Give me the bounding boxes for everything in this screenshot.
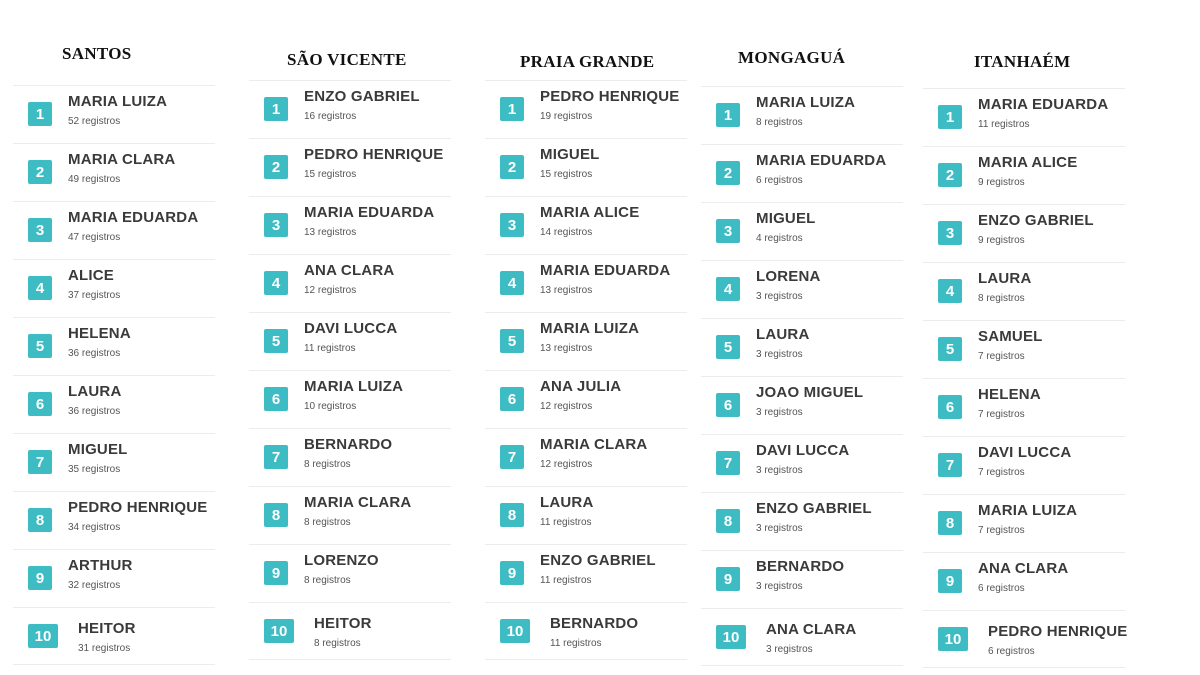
- list-item: [249, 602, 451, 660]
- item-count: 8 registros: [978, 293, 1025, 304]
- item-name: BERNARDO: [304, 436, 393, 453]
- item-name: HELENA: [68, 325, 131, 342]
- item-name: MARIA CLARA: [540, 436, 648, 453]
- item-count: 9 registros: [978, 177, 1025, 188]
- rank-badge: 2: [28, 160, 52, 184]
- item-count: 49 registros: [68, 174, 121, 185]
- item-count: 8 registros: [756, 117, 803, 128]
- rank-badge: 6: [264, 387, 288, 411]
- list-item: [923, 436, 1125, 494]
- item-count: 36 registros: [68, 348, 121, 359]
- list-item: [923, 204, 1125, 262]
- rank-badge: 10: [500, 619, 530, 643]
- item-count: 11 registros: [978, 119, 1030, 130]
- item-count: 37 registros: [68, 290, 121, 301]
- list-item: [485, 196, 687, 254]
- item-count: 7 registros: [978, 525, 1025, 536]
- item-name: MARIA LUIZA: [756, 94, 856, 111]
- item-count: 16 registros: [304, 111, 357, 122]
- item-name: MARIA ALICE: [978, 154, 1078, 171]
- rank-badge: 4: [500, 271, 524, 295]
- item-name: BERNARDO: [550, 615, 639, 632]
- item-name: HEITOR: [314, 615, 372, 632]
- list-item: [249, 196, 451, 254]
- list-item: [485, 80, 687, 138]
- item-count: 6 registros: [988, 646, 1035, 657]
- item-name: PEDRO HENRIQUE: [68, 499, 208, 516]
- rank-badge: 2: [716, 161, 740, 185]
- rank-badge: 4: [264, 271, 288, 295]
- list-item: [13, 259, 215, 317]
- item-name: LORENZO: [304, 552, 379, 569]
- item-count: 13 registros: [304, 227, 357, 238]
- rank-badge: 3: [938, 221, 962, 245]
- rank-badge: 7: [716, 451, 740, 475]
- item-name: LORENA: [756, 268, 821, 285]
- rank-badge: 2: [938, 163, 962, 187]
- rank-badge: 6: [938, 395, 962, 419]
- list-item: [923, 146, 1125, 204]
- rank-badge: 8: [716, 509, 740, 533]
- item-count: 11 registros: [550, 638, 602, 649]
- list-item: [485, 428, 687, 486]
- rank-badge: 8: [264, 503, 288, 527]
- item-count: 7 registros: [978, 467, 1025, 478]
- item-name: MIGUEL: [68, 441, 128, 458]
- item-name: ANA CLARA: [766, 621, 857, 638]
- rank-badge: 1: [28, 102, 52, 126]
- item-count: 15 registros: [304, 169, 357, 180]
- list-item: [485, 254, 687, 312]
- list-item: [701, 86, 903, 144]
- item-count: 13 registros: [540, 285, 593, 296]
- rank-badge: 6: [716, 393, 740, 417]
- list-item: [701, 376, 903, 434]
- item-name: PEDRO HENRIQUE: [988, 623, 1128, 640]
- item-count: 7 registros: [978, 409, 1025, 420]
- list-item: [923, 262, 1125, 320]
- rank-badge: 8: [28, 508, 52, 532]
- rank-badge: 3: [28, 218, 52, 242]
- item-count: 3 registros: [766, 644, 813, 655]
- item-name: ANA CLARA: [304, 262, 395, 279]
- column-title-santos: SANTOS: [62, 44, 132, 63]
- item-count: 12 registros: [304, 285, 357, 296]
- item-name: JOAO MIGUEL: [756, 384, 864, 401]
- item-count: 6 registros: [756, 175, 803, 186]
- rank-badge: 6: [28, 392, 52, 416]
- item-count: 19 registros: [540, 111, 593, 122]
- item-count: 14 registros: [540, 227, 593, 238]
- list-item: [13, 143, 215, 201]
- list-item: [701, 492, 903, 550]
- list-item: [923, 88, 1125, 146]
- item-name: SAMUEL: [978, 328, 1043, 345]
- item-count: 8 registros: [304, 459, 351, 470]
- column-title-praia-grande: PRAIA GRANDE: [520, 52, 655, 71]
- item-name: ALICE: [68, 267, 114, 284]
- list-item: [13, 433, 215, 491]
- list-item: [13, 85, 215, 143]
- list-item: [485, 138, 687, 196]
- list-item: [249, 80, 451, 138]
- item-count: 8 registros: [314, 638, 361, 649]
- item-count: 9 registros: [978, 235, 1025, 246]
- item-count: 3 registros: [756, 349, 803, 360]
- list-item: [701, 318, 903, 376]
- item-count: 12 registros: [540, 459, 593, 470]
- list-item: [923, 494, 1125, 552]
- list-item: [249, 138, 451, 196]
- item-count: 15 registros: [540, 169, 593, 180]
- item-name: PEDRO HENRIQUE: [540, 88, 680, 105]
- column-title-mongagua: MONGAGUÁ: [738, 48, 846, 67]
- list-item: [13, 491, 215, 549]
- item-count: 8 registros: [304, 517, 351, 528]
- rank-badge: 9: [716, 567, 740, 591]
- list-item: [923, 552, 1125, 610]
- list-item: [249, 486, 451, 544]
- rank-badge: 7: [264, 445, 288, 469]
- list-item: [701, 608, 903, 666]
- item-count: 11 registros: [540, 517, 592, 528]
- item-name: DAVI LUCCA: [978, 444, 1072, 461]
- item-name: MARIA CLARA: [68, 151, 176, 168]
- item-count: 3 registros: [756, 407, 803, 418]
- item-name: MARIA EDUARDA: [978, 96, 1109, 113]
- item-name: ENZO GABRIEL: [540, 552, 656, 569]
- rank-badge: 5: [264, 329, 288, 353]
- item-name: ANA JULIA: [540, 378, 622, 395]
- list-item: [701, 144, 903, 202]
- item-name: HEITOR: [78, 620, 136, 637]
- rank-badge: 10: [264, 619, 294, 643]
- list-item: [249, 312, 451, 370]
- rank-badge: 3: [500, 213, 524, 237]
- item-name: ANA CLARA: [978, 560, 1069, 577]
- rank-badge: 8: [938, 511, 962, 535]
- item-count: 3 registros: [756, 581, 803, 592]
- rank-badge: 4: [938, 279, 962, 303]
- item-count: 4 registros: [756, 233, 803, 244]
- item-name: MARIA LUIZA: [978, 502, 1078, 519]
- rank-badge: 9: [264, 561, 288, 585]
- list-item: [249, 254, 451, 312]
- rank-badge: 9: [500, 561, 524, 585]
- rank-badge: 10: [716, 625, 746, 649]
- list-item: [13, 375, 215, 433]
- rank-badge: 5: [716, 335, 740, 359]
- item-name: MARIA EDUARDA: [304, 204, 435, 221]
- item-name: ENZO GABRIEL: [304, 88, 420, 105]
- item-count: 36 registros: [68, 406, 121, 417]
- item-name: HELENA: [978, 386, 1041, 403]
- column-title-itanhaem: ITANHAÉM: [974, 52, 1071, 71]
- item-name: MIGUEL: [540, 146, 600, 163]
- ranking-list-praia-grande: [485, 80, 687, 660]
- rank-badge: 3: [716, 219, 740, 243]
- list-item: [701, 550, 903, 608]
- list-item: [485, 602, 687, 660]
- item-name: MARIA ALICE: [540, 204, 640, 221]
- rank-badge: 10: [938, 627, 968, 651]
- ranking-list-santos: [13, 85, 215, 665]
- item-name: MARIA EDUARDA: [68, 209, 199, 226]
- item-count: 34 registros: [68, 522, 121, 533]
- item-name: MARIA EDUARDA: [540, 262, 671, 279]
- list-item: [249, 544, 451, 602]
- list-item: [923, 378, 1125, 436]
- item-count: 11 registros: [304, 343, 356, 354]
- item-name: MIGUEL: [756, 210, 816, 227]
- list-item: [485, 544, 687, 602]
- column-title-sao-vicente: SÃO VICENTE: [287, 50, 407, 69]
- rank-badge: 5: [28, 334, 52, 358]
- list-item: [13, 201, 215, 259]
- list-item: [13, 607, 215, 665]
- list-item: [249, 428, 451, 486]
- list-item: [923, 320, 1125, 378]
- item-name: MARIA LUIZA: [540, 320, 640, 337]
- rank-badge: 1: [938, 105, 962, 129]
- rank-badge: 7: [938, 453, 962, 477]
- item-count: 12 registros: [540, 401, 593, 412]
- rank-badge: 2: [500, 155, 524, 179]
- rank-badge: 10: [28, 624, 58, 648]
- rank-badge: 8: [500, 503, 524, 527]
- item-count: 52 registros: [68, 116, 121, 127]
- rank-badge: 1: [264, 97, 288, 121]
- list-item: [701, 202, 903, 260]
- ranking-list-mongagua: [701, 86, 903, 666]
- list-item: [13, 317, 215, 375]
- item-name: LAURA: [978, 270, 1032, 287]
- item-count: 3 registros: [756, 523, 803, 534]
- list-item: [485, 312, 687, 370]
- item-name: DAVI LUCCA: [756, 442, 850, 459]
- item-count: 6 registros: [978, 583, 1025, 594]
- item-name: MARIA LUIZA: [68, 93, 168, 110]
- list-item: [249, 370, 451, 428]
- list-item: [13, 549, 215, 607]
- rank-badge: 1: [716, 103, 740, 127]
- rank-badge: 4: [28, 276, 52, 300]
- rank-badge: 5: [938, 337, 962, 361]
- item-name: MARIA LUIZA: [304, 378, 404, 395]
- rank-badge: 3: [264, 213, 288, 237]
- item-name: ENZO GABRIEL: [756, 500, 872, 517]
- item-count: 31 registros: [78, 643, 131, 654]
- item-count: 47 registros: [68, 232, 121, 243]
- ranking-list-itanhaem: [923, 88, 1128, 668]
- item-name: ENZO GABRIEL: [978, 212, 1094, 229]
- item-count: 3 registros: [756, 291, 803, 302]
- rank-badge: 9: [28, 566, 52, 590]
- item-name: MARIA EDUARDA: [756, 152, 887, 169]
- rank-badge: 4: [716, 277, 740, 301]
- rank-badge: 9: [938, 569, 962, 593]
- item-name: BERNARDO: [756, 558, 845, 575]
- list-item: [701, 260, 903, 318]
- item-name: LAURA: [540, 494, 594, 511]
- item-name: LAURA: [756, 326, 810, 343]
- list-item: [701, 434, 903, 492]
- list-item: [485, 486, 687, 544]
- rank-badge: 7: [500, 445, 524, 469]
- rank-badge: 2: [264, 155, 288, 179]
- item-count: 11 registros: [540, 575, 592, 586]
- item-count: 8 registros: [304, 575, 351, 586]
- item-name: ARTHUR: [68, 557, 133, 574]
- item-count: 35 registros: [68, 464, 121, 475]
- item-name: MARIA CLARA: [304, 494, 412, 511]
- rank-badge: 7: [28, 450, 52, 474]
- item-count: 10 registros: [304, 401, 357, 412]
- item-count: 32 registros: [68, 580, 121, 591]
- item-count: 3 registros: [756, 465, 803, 476]
- rank-badge: 5: [500, 329, 524, 353]
- rank-badge: 1: [500, 97, 524, 121]
- item-count: 13 registros: [540, 343, 593, 354]
- item-count: 7 registros: [978, 351, 1025, 362]
- list-item: [485, 370, 687, 428]
- item-name: LAURA: [68, 383, 122, 400]
- list-item: [923, 610, 1128, 668]
- item-name: DAVI LUCCA: [304, 320, 398, 337]
- rank-badge: 6: [500, 387, 524, 411]
- item-name: PEDRO HENRIQUE: [304, 146, 444, 163]
- ranking-list-sao-vicente: [249, 80, 451, 660]
